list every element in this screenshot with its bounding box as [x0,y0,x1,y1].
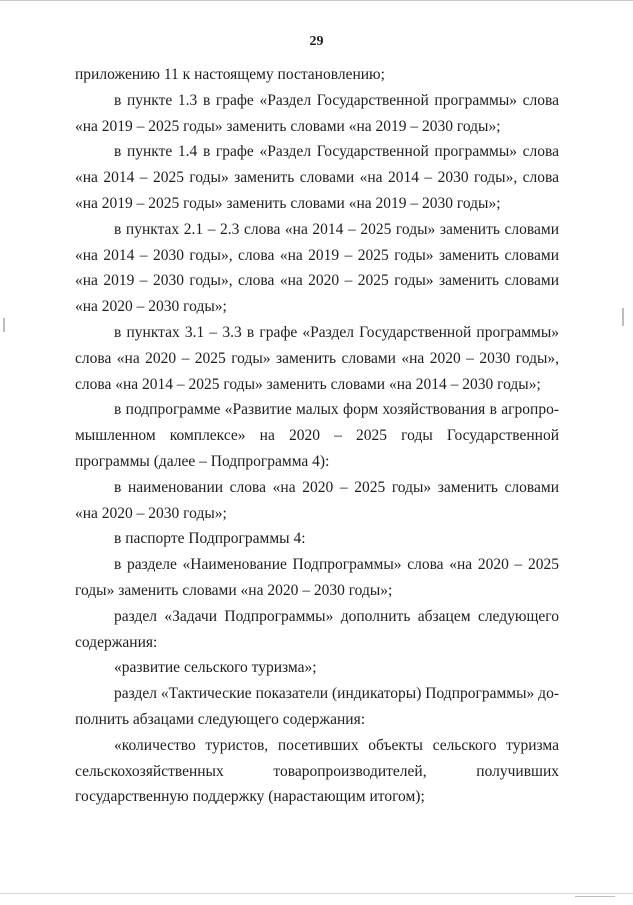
document-body [75,62,559,810]
scan-speck [3,318,5,332]
paragraph-section-indicators: раздел «Тактические показатели (индикаторы) Подпрограммы» дополнить абзацами следующего содержания: [75,685,559,728]
paragraph-passport: в паспорте Подпрограммы 4: [114,530,306,548]
scan-speck [575,896,615,897]
paragraph-point-1-4: в пункте 1.4 в графе «Раздел Государственной программы» слова «на 2014 – 2025 годы» заменить словами «на 2014 – 2030 годы», слова «на 2019 – 2025 годы» заменить словами «на 2019 – 2030 годы»; [75,143,559,212]
paragraph-point-1-3: в пункте 1.3 в графе «Раздел Государственной программы» слова «на 2019 – 2025 годы» заменить словами «на 2019 – 2030 годы»; [75,91,559,135]
paragraph-section-name: в разделе «Наименование Подпрограммы» слова «на 2020 – 2025 годы» заменить словами «на 2020 – 2030 годы»; [75,556,559,599]
scan-speck [622,308,624,326]
paragraph-subprogram-4: в подпрограмме «Развитие малых форм хозяйствования в агропромышленном комплексе» на 2020 – 2025 годы Государственной программы (далее – Подпрограмма 4): [75,401,559,470]
paragraph-points-3-1-3-3: в пунктах 3.1 – 3.3 в графе «Раздел Государственной программы» слова «на 2020 – 2025 годы» заменить словами «на 2020 – 2030 годы», слова «на 2014 – 2025 годы» заменить словами «на 2014 – 2030 годы»; [75,323,559,393]
paragraph-tourists-count: «количество туристов, посетивших объекты сельского туризма сельскохозяйственных товаропроизводителей, получивших государственную поддержку (нарастающим итогом); [75,736,559,806]
paragraph-name-change: в наименовании слова «на 2020 – 2025 годы» заменить словами «на 2020 – 2030 годы»; [75,478,559,522]
paragraph-continuation: приложению 11 к настоящему постановлению; [75,66,385,83]
bottom-scan-edge [0,893,633,894]
paragraph-points-2-1-2-3: в пунктах 2.1 – 2.3 слова «на 2014 – 2025 годы» заменить словами «на 2014 – 2030 годы», слова «на 2019 – 2025 годы» заменить словами «на 2019 – 2030 годы», слова «на 2020 – 2025 годы» заменить словами «на 2020 – 2030 годы»; [75,220,559,316]
paragraph-rural-tourism: «развитие сельского туризма»; [114,659,317,677]
page-number: 29 [309,34,324,49]
paragraph-section-tasks: раздел «Задачи Подпрограммы» дополнить абзацем следующего содержания: [75,607,559,651]
top-scan-edge [0,0,633,1]
